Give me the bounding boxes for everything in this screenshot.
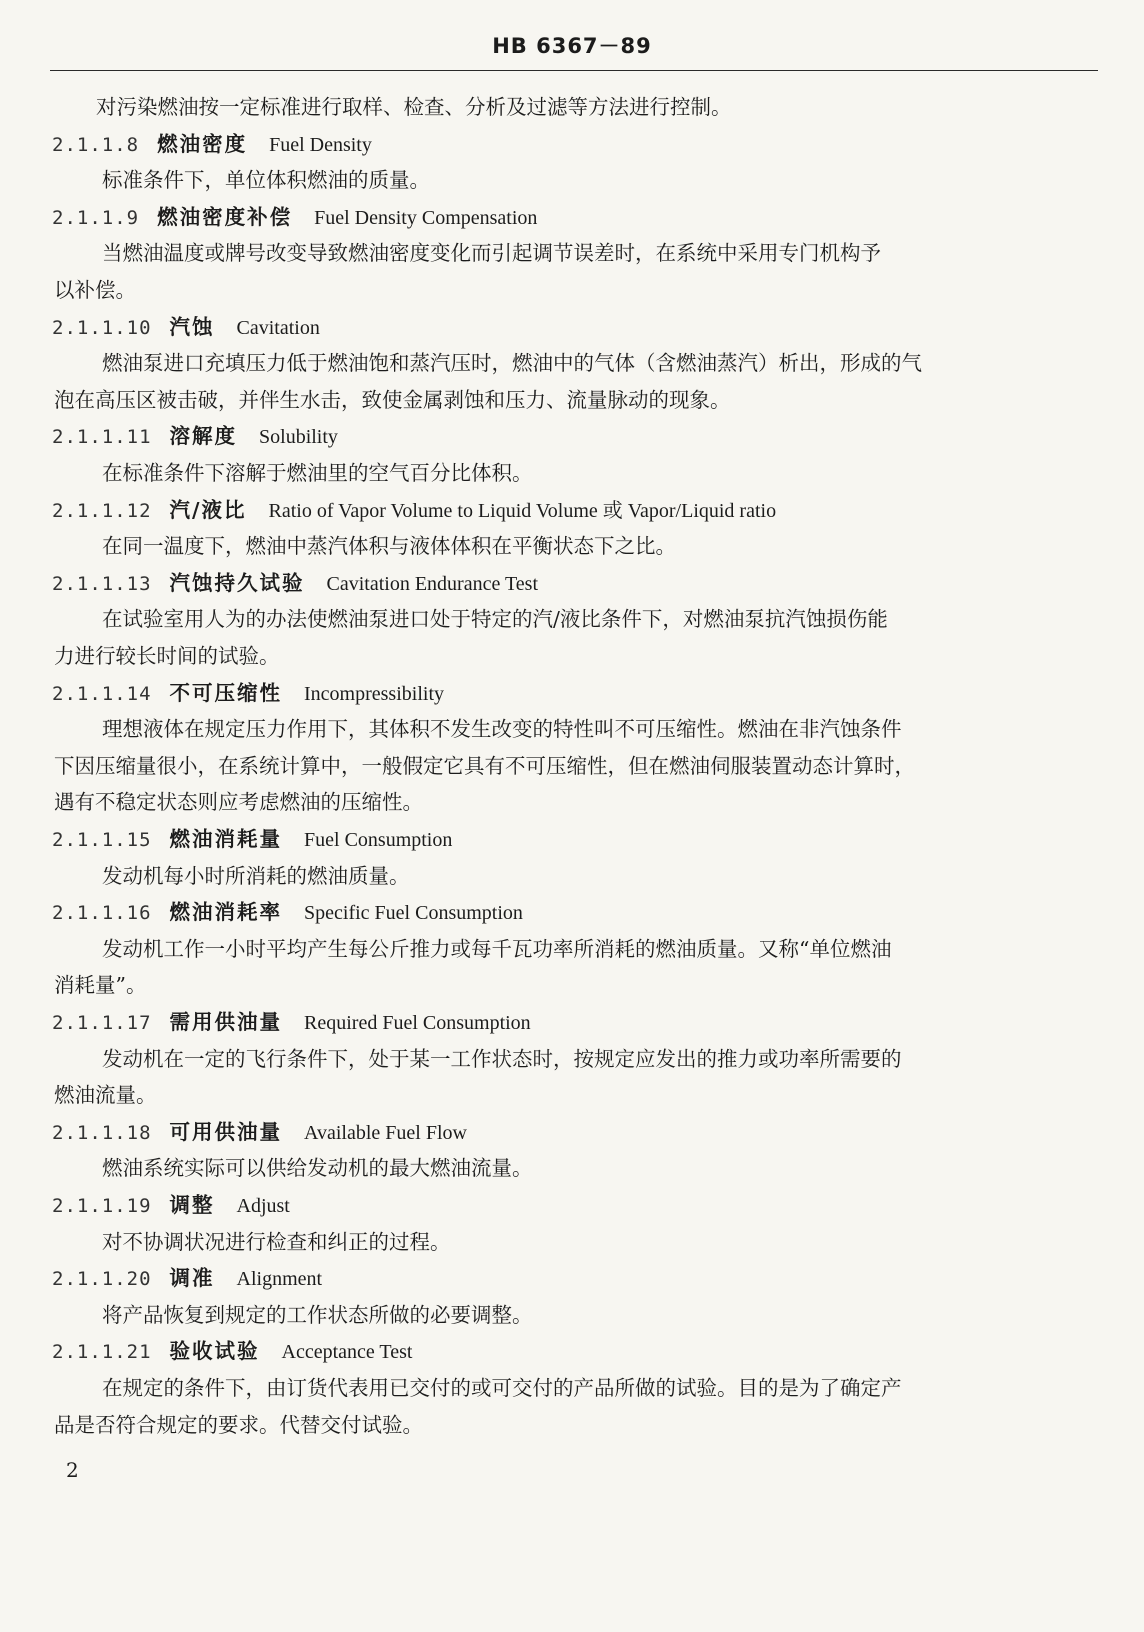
definition-line: 对不协调状况进行检查和纠正的过程。 [102, 1229, 451, 1254]
term-english: Alignment [236, 1268, 323, 1291]
definition-line: 遇有不稳定状态则应考虑燃油的压缩性。 [54, 790, 423, 815]
definition-line: 泡在高压区被击破，并伴生水击，致使金属剥蚀和压力、流量脉动的现象。 [54, 387, 731, 412]
term-english: Adjust [236, 1195, 290, 1217]
term-heading [52, 312, 320, 343]
term-english: Cavitation Endurance Test [326, 572, 539, 595]
clause-number: 2.1.1.10 [52, 316, 152, 339]
term-english: Fuel Density Compensation [314, 206, 538, 229]
term-chinese: 不可压缩性 [169, 680, 283, 705]
term-chinese: 汽蚀 [169, 314, 215, 339]
definition-line: 当燃油温度或牌号改变导致燃油密度变化而引起调节误差时，在系统中采用专门机构予 [102, 241, 881, 266]
definition-line: 以补偿。 [54, 278, 136, 302]
definition-line: 在规定的条件下，由订货代表用已交付的或可交付的产品所做的试验。目的是为了确定产 [102, 1376, 902, 1400]
term-heading [52, 897, 523, 928]
term-heading [52, 1263, 322, 1294]
clause-number: 2.1.1.9 [52, 206, 140, 229]
clause-number: 2.1.1.13 [52, 572, 152, 595]
term-heading [52, 1336, 412, 1367]
page-number: 2 [66, 1458, 79, 1482]
term-chinese: 汽/液比 [169, 497, 247, 522]
clause-number: 2.1.1.21 [52, 1341, 152, 1364]
term-heading [52, 678, 444, 709]
clause-number: 2.1.1.12 [52, 499, 152, 522]
term-chinese: 燃油消耗量 [169, 827, 283, 851]
definition-line: 在试验室用人为的办法使燃油泵进口处于特定的汽/液比条件下，对燃油泵抗汽蚀损伤能 [102, 607, 888, 632]
term-english: Required Fuel Consumption [304, 1012, 531, 1034]
term-english: Cavitation [236, 316, 320, 339]
definition-line: 标准条件下，单位体积燃油的质量。 [102, 168, 430, 193]
term-chinese: 调准 [169, 1266, 215, 1291]
definition-line: 发动机在一定的飞行条件下，处于某一工作状态时，按规定应发出的推力或功率所需要的 [102, 1046, 902, 1071]
term-chinese: 溶解度 [169, 424, 238, 449]
continuation-text: 对污染燃油按一定标准进行取样、检查、分析及过滤等方法进行控制。 [96, 95, 732, 119]
term-chinese: 燃油密度 [157, 131, 248, 156]
term-chinese: 调整 [169, 1193, 215, 1217]
definition-line: 理想液体在规定压力作用下，其体积不发生改变的特性叫不可压缩性。燃油在非汽蚀条件 [102, 717, 902, 742]
definition-line: 力进行较长时间的试验。 [54, 644, 280, 668]
definition-line: 燃油泵进口充填压力低于燃油饱和蒸汽压时，燃油中的气体（含燃油蒸汽）析出，形成的气 [102, 351, 922, 376]
definition-line: 发动机每小时所消耗的燃油质量。 [102, 863, 410, 888]
clause-number: 2.1.1.8 [52, 133, 140, 156]
term-heading [52, 202, 537, 233]
term-heading [52, 1007, 531, 1038]
term-heading [52, 495, 776, 526]
term-english: Solubility [259, 426, 338, 449]
term-heading [52, 824, 452, 855]
term-english: Fuel Consumption [304, 829, 453, 851]
term-english: Specific Fuel Consumption [304, 902, 523, 925]
term-heading [52, 129, 372, 160]
term-heading [52, 1190, 290, 1221]
term-english: Acceptance Test [281, 1341, 413, 1364]
definition-line: 将产品恢复到规定的工作状态所做的必要调整。 [102, 1302, 533, 1327]
standard-code: HB 6367－89 [492, 34, 652, 58]
term-chinese: 验收试验 [169, 1339, 260, 1364]
term-heading [52, 1117, 467, 1148]
definition-line: 在标准条件下溶解于燃油里的空气百分比体积。 [102, 461, 533, 485]
clause-number: 2.1.1.16 [52, 902, 152, 925]
clause-number: 2.1.1.14 [52, 682, 152, 705]
term-chinese: 燃油密度补偿 [157, 204, 293, 229]
term-chinese: 汽蚀持久试验 [169, 570, 305, 595]
definition-line: 下因压缩量很小，在系统计算中，一般假定它具有不可压缩性，但在燃油伺服装置动态计算时， [54, 753, 915, 778]
clause-number: 2.1.1.20 [52, 1268, 152, 1291]
clause-number: 2.1.1.19 [52, 1195, 152, 1217]
clause-number: 2.1.1.17 [52, 1012, 152, 1034]
term-chinese: 可用供油量 [169, 1119, 283, 1144]
clause-number: 2.1.1.18 [52, 1121, 152, 1144]
definition-line: 消耗量”。 [54, 973, 147, 998]
term-english: Incompressibility [304, 682, 444, 705]
definition-line: 发动机工作一小时平均产生每公斤推力或每千瓦功率所消耗的燃油质量。又称“单位燃油 [102, 936, 892, 961]
term-chinese: 需用供油量 [169, 1010, 283, 1034]
definition-line: 燃油流量。 [54, 1083, 157, 1108]
definition-line: 在同一温度下，燃油中蒸汽体积与液体体积在平衡状态下之比。 [102, 534, 676, 559]
clause-number: 2.1.1.15 [52, 829, 152, 851]
term-chinese: 燃油消耗率 [169, 900, 283, 925]
term-heading [52, 421, 338, 452]
term-english: Fuel Density [269, 133, 372, 156]
definition-line: 燃油系统实际可以供给发动机的最大燃油流量。 [102, 1156, 533, 1181]
term-english: Ratio of Vapor Volume to Liquid Volume 或 Vapor/Liquid ratio [268, 499, 777, 522]
definition-line: 品是否符合规定的要求。代替交付试验。 [54, 1412, 423, 1437]
term-heading [52, 568, 538, 599]
clause-number: 2.1.1.11 [52, 426, 152, 449]
header-rule [50, 70, 1098, 71]
term-english: Available Fuel Flow [304, 1121, 467, 1144]
